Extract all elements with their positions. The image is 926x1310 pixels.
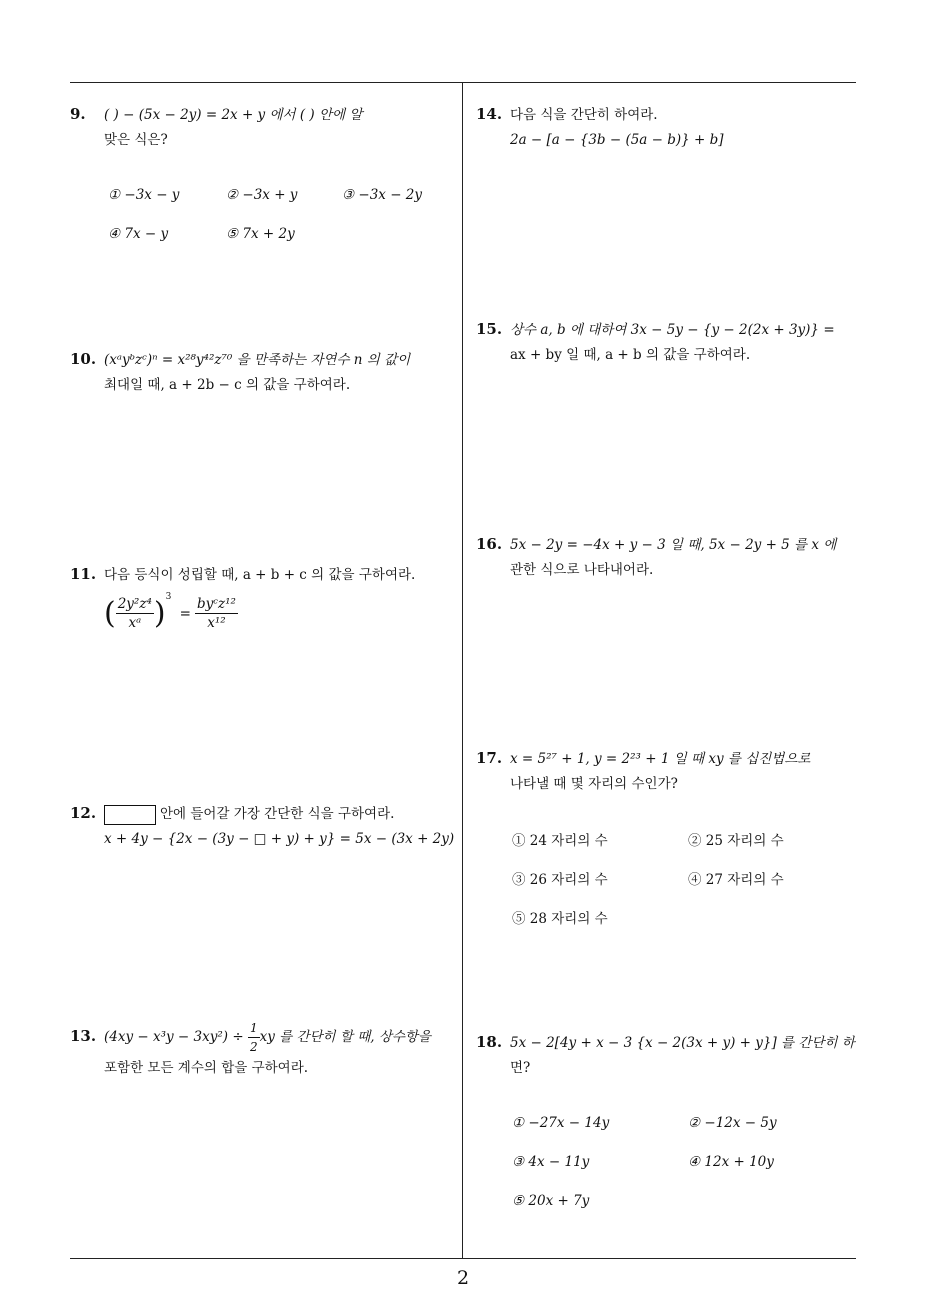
question-text-cont: 나타낼 때 몇 자리의 수인가?	[510, 776, 678, 792]
choice-3[interactable]: ③ 4x − 11y	[512, 1154, 590, 1170]
top-rule	[70, 82, 856, 83]
question-17	[476, 746, 860, 797]
question-text-cont: 관한 식으로 나타내어라.	[510, 562, 654, 578]
equation: ( $\frac{\text{2y²z⁴}}{\text{xᵃ}}$ )$^3$ = $\frac{\text{byᶜz¹²}}{\text{x¹²}}$	[104, 592, 236, 631]
choice-4[interactable]: ④ 7x − y	[108, 226, 169, 242]
question-text-cont: 맞은 식은?	[104, 132, 168, 148]
rhs-denominator: x¹²	[207, 615, 226, 631]
question-text-cont: 최대일 때, a + 2b − c 의 값을 구하여라.	[104, 377, 351, 393]
bottom-rule	[70, 1258, 856, 1259]
question-text: 다음 식을 간단히 하여라.	[510, 107, 658, 123]
lhs-denominator: xᵃ	[128, 615, 142, 631]
question-18	[476, 1030, 860, 1081]
question-text-cont: 면?	[510, 1060, 531, 1076]
choice-2[interactable]: ② −3x + y	[226, 187, 298, 203]
question-11	[70, 562, 456, 588]
question-number: 17.	[476, 749, 503, 767]
question-number: 10.	[70, 350, 97, 368]
question-text-b: xy 를 간단히 할 때, 상수항을	[259, 1029, 431, 1045]
question-text-cont: ax + by 일 때, a + b 의 값을 구하여라.	[510, 347, 751, 363]
question-text-cont: 포함한 모든 계수의 합을 구하여라.	[104, 1060, 309, 1076]
question-number: 16.	[476, 535, 503, 553]
question-12	[70, 801, 456, 852]
question-number: 14.	[476, 105, 503, 123]
exponent: 3	[165, 592, 172, 602]
question-text: x = 5²⁷ + 1, y = 2²³ + 1 일 때 xy 를 십진법으로	[510, 751, 811, 767]
question-9	[70, 102, 456, 153]
choice-5[interactable]: ⑤ 28 자리의 수	[512, 911, 608, 927]
expression: 2a − [a − {3b − (5a − b)} + b]	[510, 132, 724, 148]
choice-4[interactable]: ④ 12x + 10y	[688, 1154, 774, 1170]
question-text: (4xy − x³y − 3xy²) ÷	[104, 1029, 244, 1045]
column-divider	[462, 82, 463, 1258]
fraction-numerator: 1	[248, 1019, 260, 1038]
question-16	[476, 532, 860, 583]
question-text: 상수 a, b 에 대하여 3x − 5y − {y − 2(2x + 3y)} =	[510, 322, 835, 338]
question-text: (xᵃyᵇzᶜ)ⁿ = x²⁸y⁴²z⁷⁰ 을 만족하는 자연수 n 의 값이	[104, 352, 411, 368]
page-number: 2	[456, 1267, 470, 1289]
question-13	[70, 1019, 456, 1081]
choice-3[interactable]: ③ −3x − 2y	[342, 187, 423, 203]
equation: x + 4y − {2x − (3y − □ + y) + y} = 5x − (3x + 2y)	[104, 831, 455, 847]
question-number: 18.	[476, 1033, 503, 1051]
choice-1[interactable]: ① −3x − y	[108, 187, 180, 203]
choice-1[interactable]: ① 24 자리의 수	[512, 833, 608, 849]
answer-box	[104, 805, 156, 825]
choice-4[interactable]: ④ 27 자리의 수	[688, 872, 784, 888]
question-text: 5x − 2y = −4x + y − 3 일 때, 5x − 2y + 5 를 x 에	[510, 537, 837, 553]
question-text: 5x − 2[4y + x − 3 {x − 2(3x + y) + y}] 를 간단히 하	[510, 1035, 855, 1051]
fraction-denominator: 2	[249, 1040, 258, 1054]
choice-5[interactable]: ⑤ 7x + 2y	[226, 226, 295, 242]
rhs-numerator: byᶜz¹²	[196, 596, 236, 612]
question-number: 15.	[476, 320, 503, 338]
question-text: ( ) − (5x − 2y) = 2x + y 에서 ( ) 안에 알	[104, 107, 363, 123]
question-number: 13.	[70, 1027, 97, 1045]
question-number: 11.	[70, 565, 97, 583]
choice-1[interactable]: ① −27x − 14y	[512, 1115, 610, 1131]
question-text: 안에 들어갈 가장 간단한 식을 구하여라.	[160, 806, 395, 822]
question-text: 다음 등식이 성립할 때, a + b + c 의 값을 구하여라.	[104, 567, 416, 583]
lhs-numerator: 2y²z⁴	[117, 596, 152, 612]
question-15	[476, 317, 860, 368]
choice-2[interactable]: ② 25 자리의 수	[688, 833, 784, 849]
question-10	[70, 347, 456, 398]
choice-5[interactable]: ⑤ 20x + 7y	[512, 1193, 590, 1209]
question-14	[476, 102, 860, 153]
question-number: 9.	[70, 105, 86, 123]
question-number: 12.	[70, 804, 97, 822]
choice-2[interactable]: ② −12x − 5y	[688, 1115, 777, 1131]
choice-3[interactable]: ③ 26 자리의 수	[512, 872, 608, 888]
